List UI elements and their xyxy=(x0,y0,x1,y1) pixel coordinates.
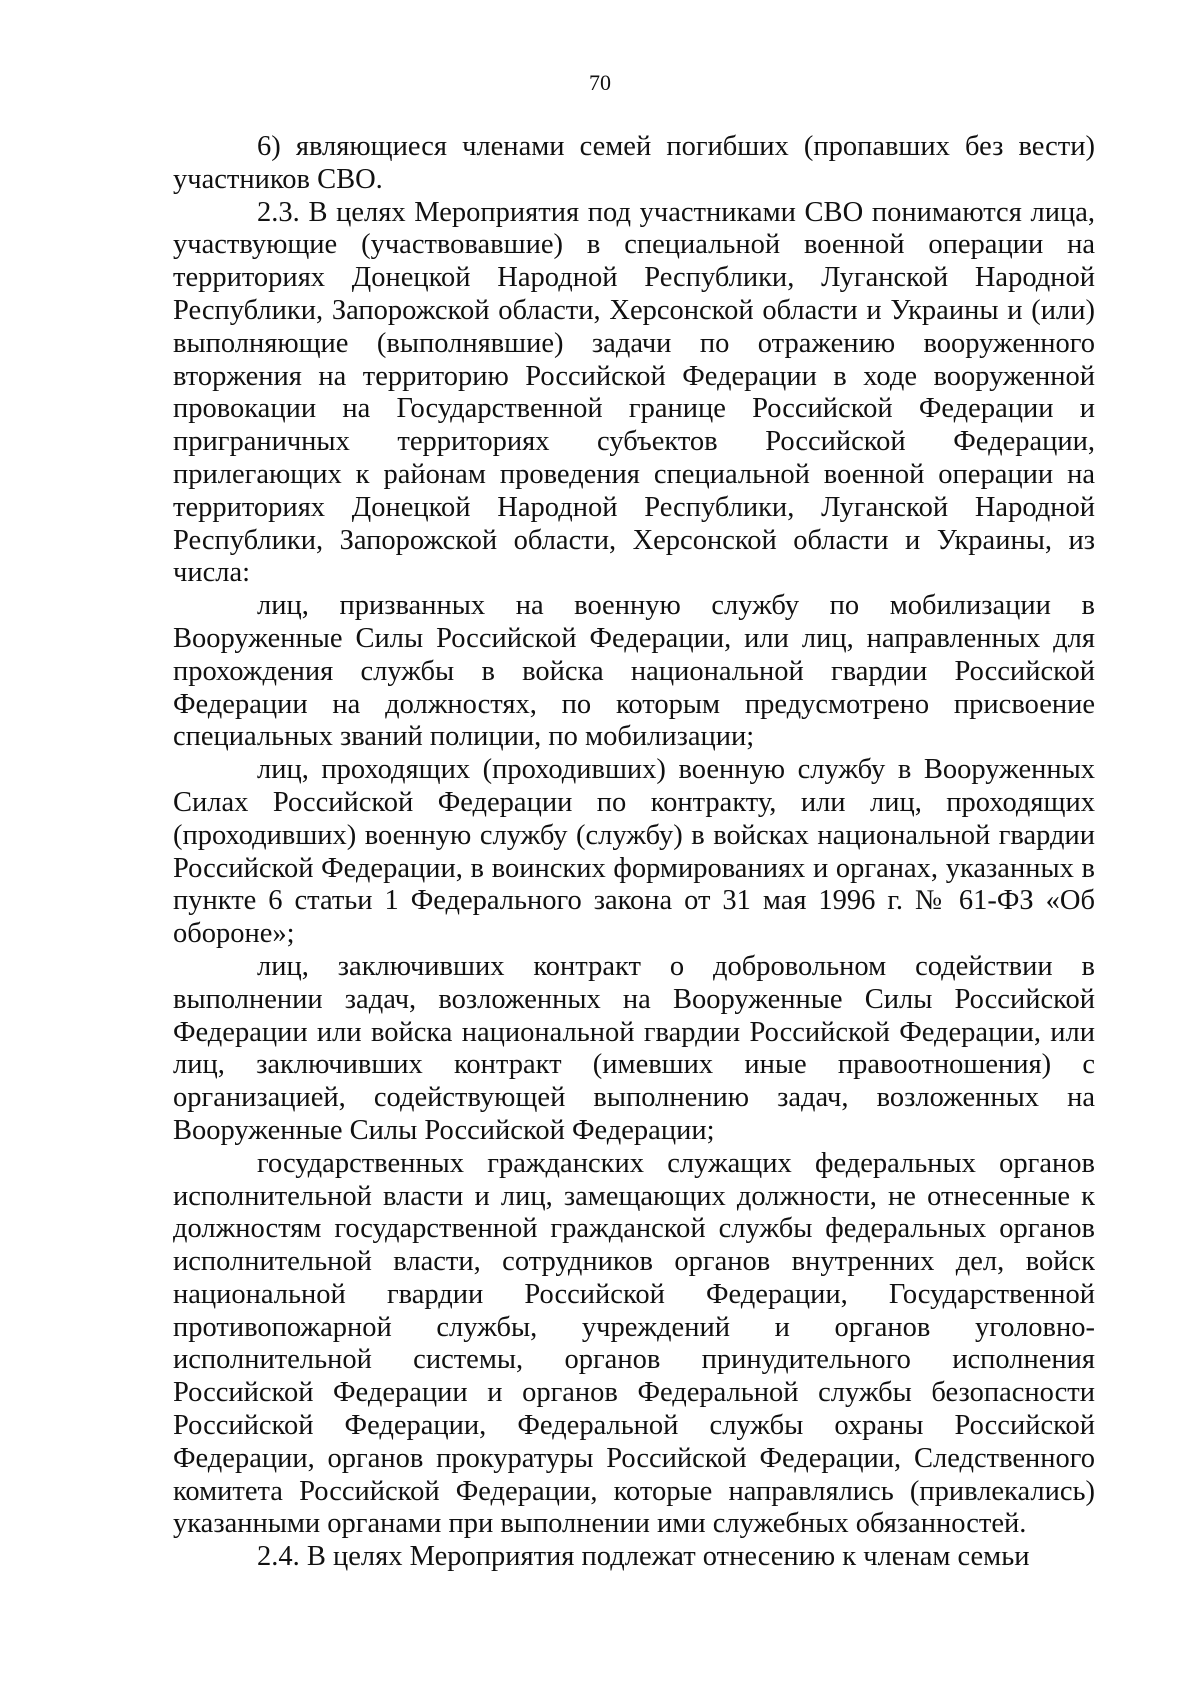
paragraph-civil-servants: государственных гражданских служащих федеральных органов исполнительной власти и лиц, замещающих должности, не отнесенные к должностям государственной гражданской службы федеральных органов исполнительной власти, сотрудников органов внутренних дел, войск национальной гвардии Российской Федерации, Государственной противопожарной службы, учреждений и органов уголовно-исполнительной системы, органов принудительного исполнения Российской Федерации и органов Федеральной службы безопасности Российской Федерации, Федеральной службы охраны Российской Федерации, органов прокуратуры Российской Федерации, Следственного комитета Российской Федерации, которые направлялись (привлекались) указанными органами при выполнении ими служебных обязанностей. xyxy=(173,1147,1095,1540)
page-number: 70 xyxy=(589,70,611,95)
paragraph-section-2-4: 2.4. В целях Мероприятия подлежат отнесению к членам семьи xyxy=(257,1541,1030,1573)
paragraph-mobilized: лиц, призванных на военную службу по мобилизации в Вооруженные Силы Российской Федерации, или лиц, направленных для прохождения службы в войска национальной гвардии Российской Федерации на должностях, по которым предусмотрено присвоение специальных званий полиции, по мобилизации; xyxy=(173,590,1095,753)
paragraph-item-6: 6) являющиеся членами семей погибших (пропавших без вести) участников СВО. xyxy=(173,131,1095,195)
paragraph-section-2-3: 2.3. В целях Мероприятия под участниками СВО понимаются лица, участвующие (участвовавшие) в специальной военной операции на территориях Донецкой Народной Республики, Луганской Народной Республики, Запорожской области, Херсонской области и Украины и (или) выполняющие (выполнявшие) задачи по отражению вооруженного вторжения на территорию Российской Федерации в ходе вооруженной провокации на Государственной границе Российской Федерации и приграничных территориях субъектов Российской Федерации, прилегающих к районам проведения специальной военной операции на территориях Донецкой Народной Республики, Луганской Народной Республики, Запорожской области, Херсонской области и Украины, из числа: xyxy=(173,196,1095,589)
paragraph-volunteer-contract: лиц, заключивших контракт о добровольном содействии в выполнении задач, возложенных на Вооруженные Силы Российской Федерации или войска национальной гвардии Российской Федерации, или лиц, заключивших контракт (имевших иные правоотношения) с организацией, содействующей выполнению задач, возложенных на Вооруженные Силы Российской Федерации; xyxy=(173,950,1095,1146)
document-body xyxy=(173,131,1095,1574)
paragraph-contract-service: лиц, проходящих (проходивших) военную службу в Вооруженных Силах Российской Федерации по контракту, или лиц, проходящих (проходивших) военную службу (службу) в войсках национальной гвардии Российской Федерации, в воинских формированиях и органах, указанных в пункте 6 статьи 1 Федерального закона от 31 мая 1996 г. № 61-ФЗ «Об обороне»; xyxy=(173,754,1095,950)
